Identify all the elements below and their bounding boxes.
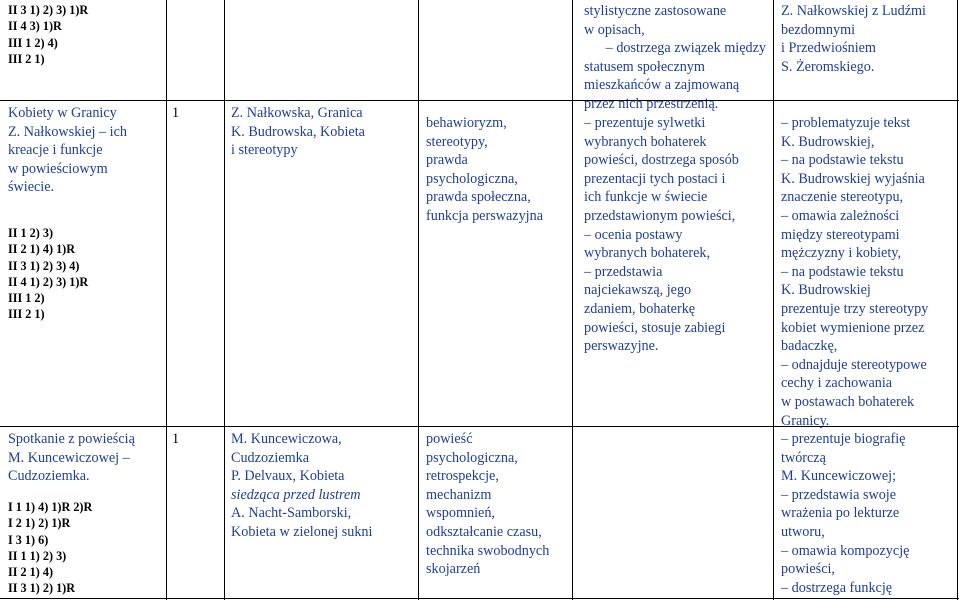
column-divider xyxy=(957,0,958,600)
row-divider xyxy=(0,100,959,101)
column-divider xyxy=(224,0,225,600)
student-attitudes: – prezentuje sylwetki wybranych bohaterek powieści, dostrzega sposób prezentacji tych postaci i ich funkcje w świecie przedstawionym powieści, – ocenia postawy wybranych bohaterek, – przedstawia najciekawszą, jego zdaniem, bohaterkę powieści, stosuje zabiegi perswazyjne. xyxy=(584,115,739,355)
competencies-continued: Z. Nałkowskiej z Ludźmi bezdomnymi i Przedwiośniem S. Żeromskiego. xyxy=(781,3,926,75)
column-divider xyxy=(418,0,419,600)
key-concepts: behawioryzm, stereotypy, prawda psychologiczna, prawda społeczna, funkcja perswazyjna xyxy=(426,115,543,224)
competencies: – prezentuje biografię twórczą M. Kuncewiczowej; – przedstawia swoje wrażenia po lekturze utworu, – omawia kompozycję powieści, – dostrzega funkcję xyxy=(781,431,910,596)
curriculum-codes: II 1 2) 3) II 2 1) 4) 1)R II 3 1) 2) 3) 4) II 4 1) 2) 3) 1)R III 1 2) III 2 1) xyxy=(8,226,89,322)
attitudes-continued: stylistyczne zastosowane w opisach, – dostrzega związek między statusem społecznym mieszkańców a zajmowaną przez nich przestrzenią. xyxy=(584,3,766,112)
reading-texts: Z. Nałkowska, Granica K. Budrowska, Kobieta i stereotypy xyxy=(231,105,365,159)
hours-count: 1 xyxy=(172,105,180,121)
reading-texts: M. Kuncewiczowa, Cudzoziemka P. Delvaux, Kobieta siedząca przed lustrem A. Nacht-Samborski, Kobieta w zielonej sukni xyxy=(231,431,373,540)
curriculum-codes-top: II 3 1) 2) 3) 1)R II 4 3) 1)R III 1 2) 4) III 2 1) xyxy=(8,3,89,66)
key-concepts: powieść psychologiczna, retrospekcje, mechanizm wspomnień, odkształcanie czasu, technika swobodnych skojarzeń xyxy=(426,431,550,578)
lesson-topic: Spotkanie z powieścią M. Kuncewiczowej – Cudzoziemka. xyxy=(8,431,135,485)
column-divider xyxy=(773,0,774,600)
hours-count: 1 xyxy=(172,431,180,447)
column-divider xyxy=(166,0,167,600)
curriculum-codes: I 1 1) 4) 1)R 2)R I 2 1) 2) 1)R I 3 1) 6) II 1 1) 2) 3) II 2 1) 4) II 3 1) 2) 1)R xyxy=(8,500,93,596)
row-divider xyxy=(0,598,959,599)
competencies: – problematyzuje tekst K. Budrowskiej, – na podstawie tekstu K. Budrowskiej wyjaśnia znaczenie stereotypu, – omawia zależności między stereotypami mężczyzny i kobiety, – na podstawie tekstu K. Budrowskiej prezentuje trzy stereotypy kobiet wymienione przez badaczkę, – odnajduje stereotypowe cechy i zachowania w postawach bohaterek Granicy. xyxy=(781,115,929,429)
lesson-topic: Kobiety w Granicy Z. Nałkowskiej – ich kreacje i funkcje w powieściowym świecie. xyxy=(8,105,127,196)
column-divider xyxy=(572,0,573,600)
